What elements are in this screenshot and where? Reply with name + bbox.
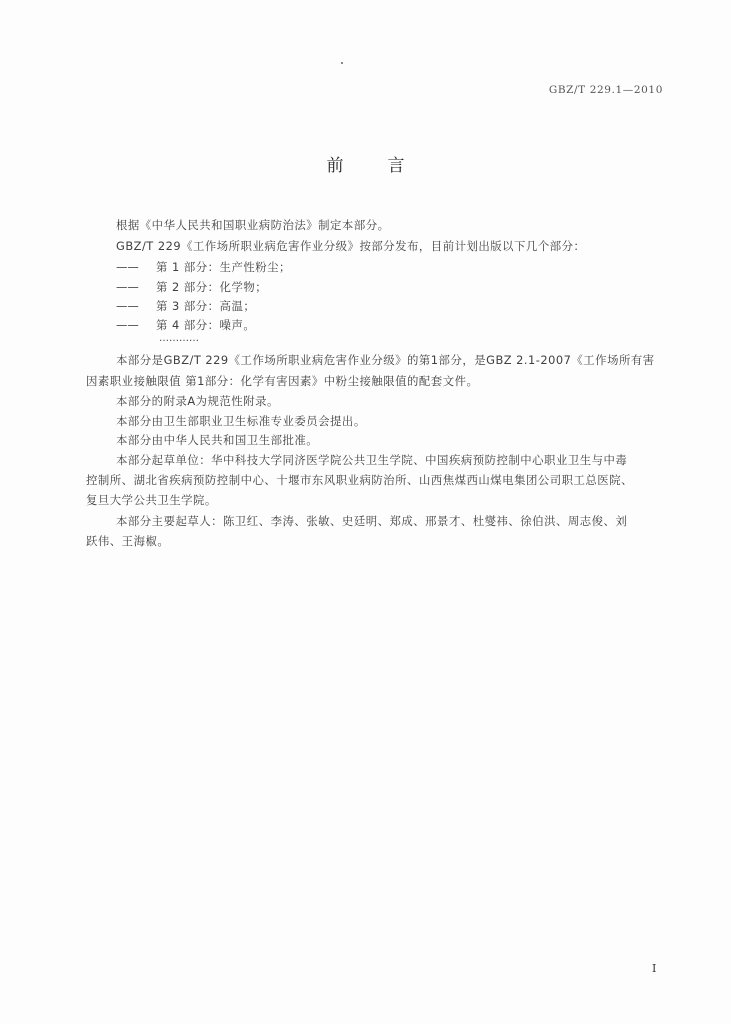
paragraph-drafting-units-line-3: 复旦大学公共卫生学院。: [86, 493, 217, 507]
paragraph-approved-by: 本部分由中华人民共和国卫生部批准。: [116, 433, 319, 447]
paragraph-legal-basis: 根据《中华人民共和国职业病防治法》制定本部分。: [116, 218, 390, 232]
page-number: I: [652, 962, 657, 975]
title-char-1: 前: [326, 156, 344, 176]
scan-speck: [341, 62, 343, 64]
page-title: [0, 151, 731, 176]
list-item: [116, 259, 291, 275]
title-char-2: 言: [387, 156, 405, 176]
standard-number: GBZ/T 229.1—2010: [548, 84, 663, 96]
list-item: [116, 279, 267, 295]
paragraph-annex: 本部分的附录A为规范性附录。: [116, 394, 279, 408]
paragraph-relation-line-2: 因素职业接触限值 第1部分：化学有害因素》中粉尘接触限值的配套文件。: [86, 374, 479, 388]
list-item-text: 第 4 部分：噪声。: [156, 318, 256, 332]
list-dash: ——: [116, 299, 139, 313]
paragraph-proposed-by: 本部分由卫生部职业卫生标准专业委员会提出。: [116, 414, 366, 428]
paragraph-drafting-units-line-1: 本部分起草单位：华中科技大学同济医学院公共卫生学院、中国疾病预防控制中心职业卫生与中毒: [116, 453, 628, 467]
list-dash: ——: [116, 260, 139, 274]
list-dash: ——: [116, 280, 139, 294]
paragraph-relation-line-1: 本部分是GBZ/T 229《工作场所职业病危害作业分级》的第1部分，是GBZ 2.1-2007《工作场所有害: [116, 353, 655, 367]
ellipsis: …………: [159, 333, 199, 344]
list-item-text: 第 2 部分：化学物；: [156, 280, 268, 294]
list-item-text: 第 3 部分：高温；: [156, 299, 256, 313]
paragraph-drafting-units-line-2: 控制所、湖北省疾病预防控制中心、十堰市东风职业病防治所、山西焦煤西山煤电集团公司职工总医院、: [86, 473, 633, 487]
paragraph-parts-intro: GBZ/T 229《工作场所职业病危害作业分级》按部分发布，目前计划出版以下几个部分：: [116, 239, 586, 253]
list-item-text: 第 1 部分：生产性粉尘；: [156, 260, 291, 274]
paragraph-drafters-line-2: 跃伟、王海椒。: [86, 534, 170, 548]
list-item: [116, 317, 255, 333]
list-item: [116, 298, 255, 314]
paragraph-drafters-line-1: 本部分主要起草人：陈卫红、李涛、张敏、史廷明、郑成、邢景才、杜燮祎、徐伯洪、周志俊、刘: [116, 514, 628, 528]
list-dash: ——: [116, 318, 139, 332]
